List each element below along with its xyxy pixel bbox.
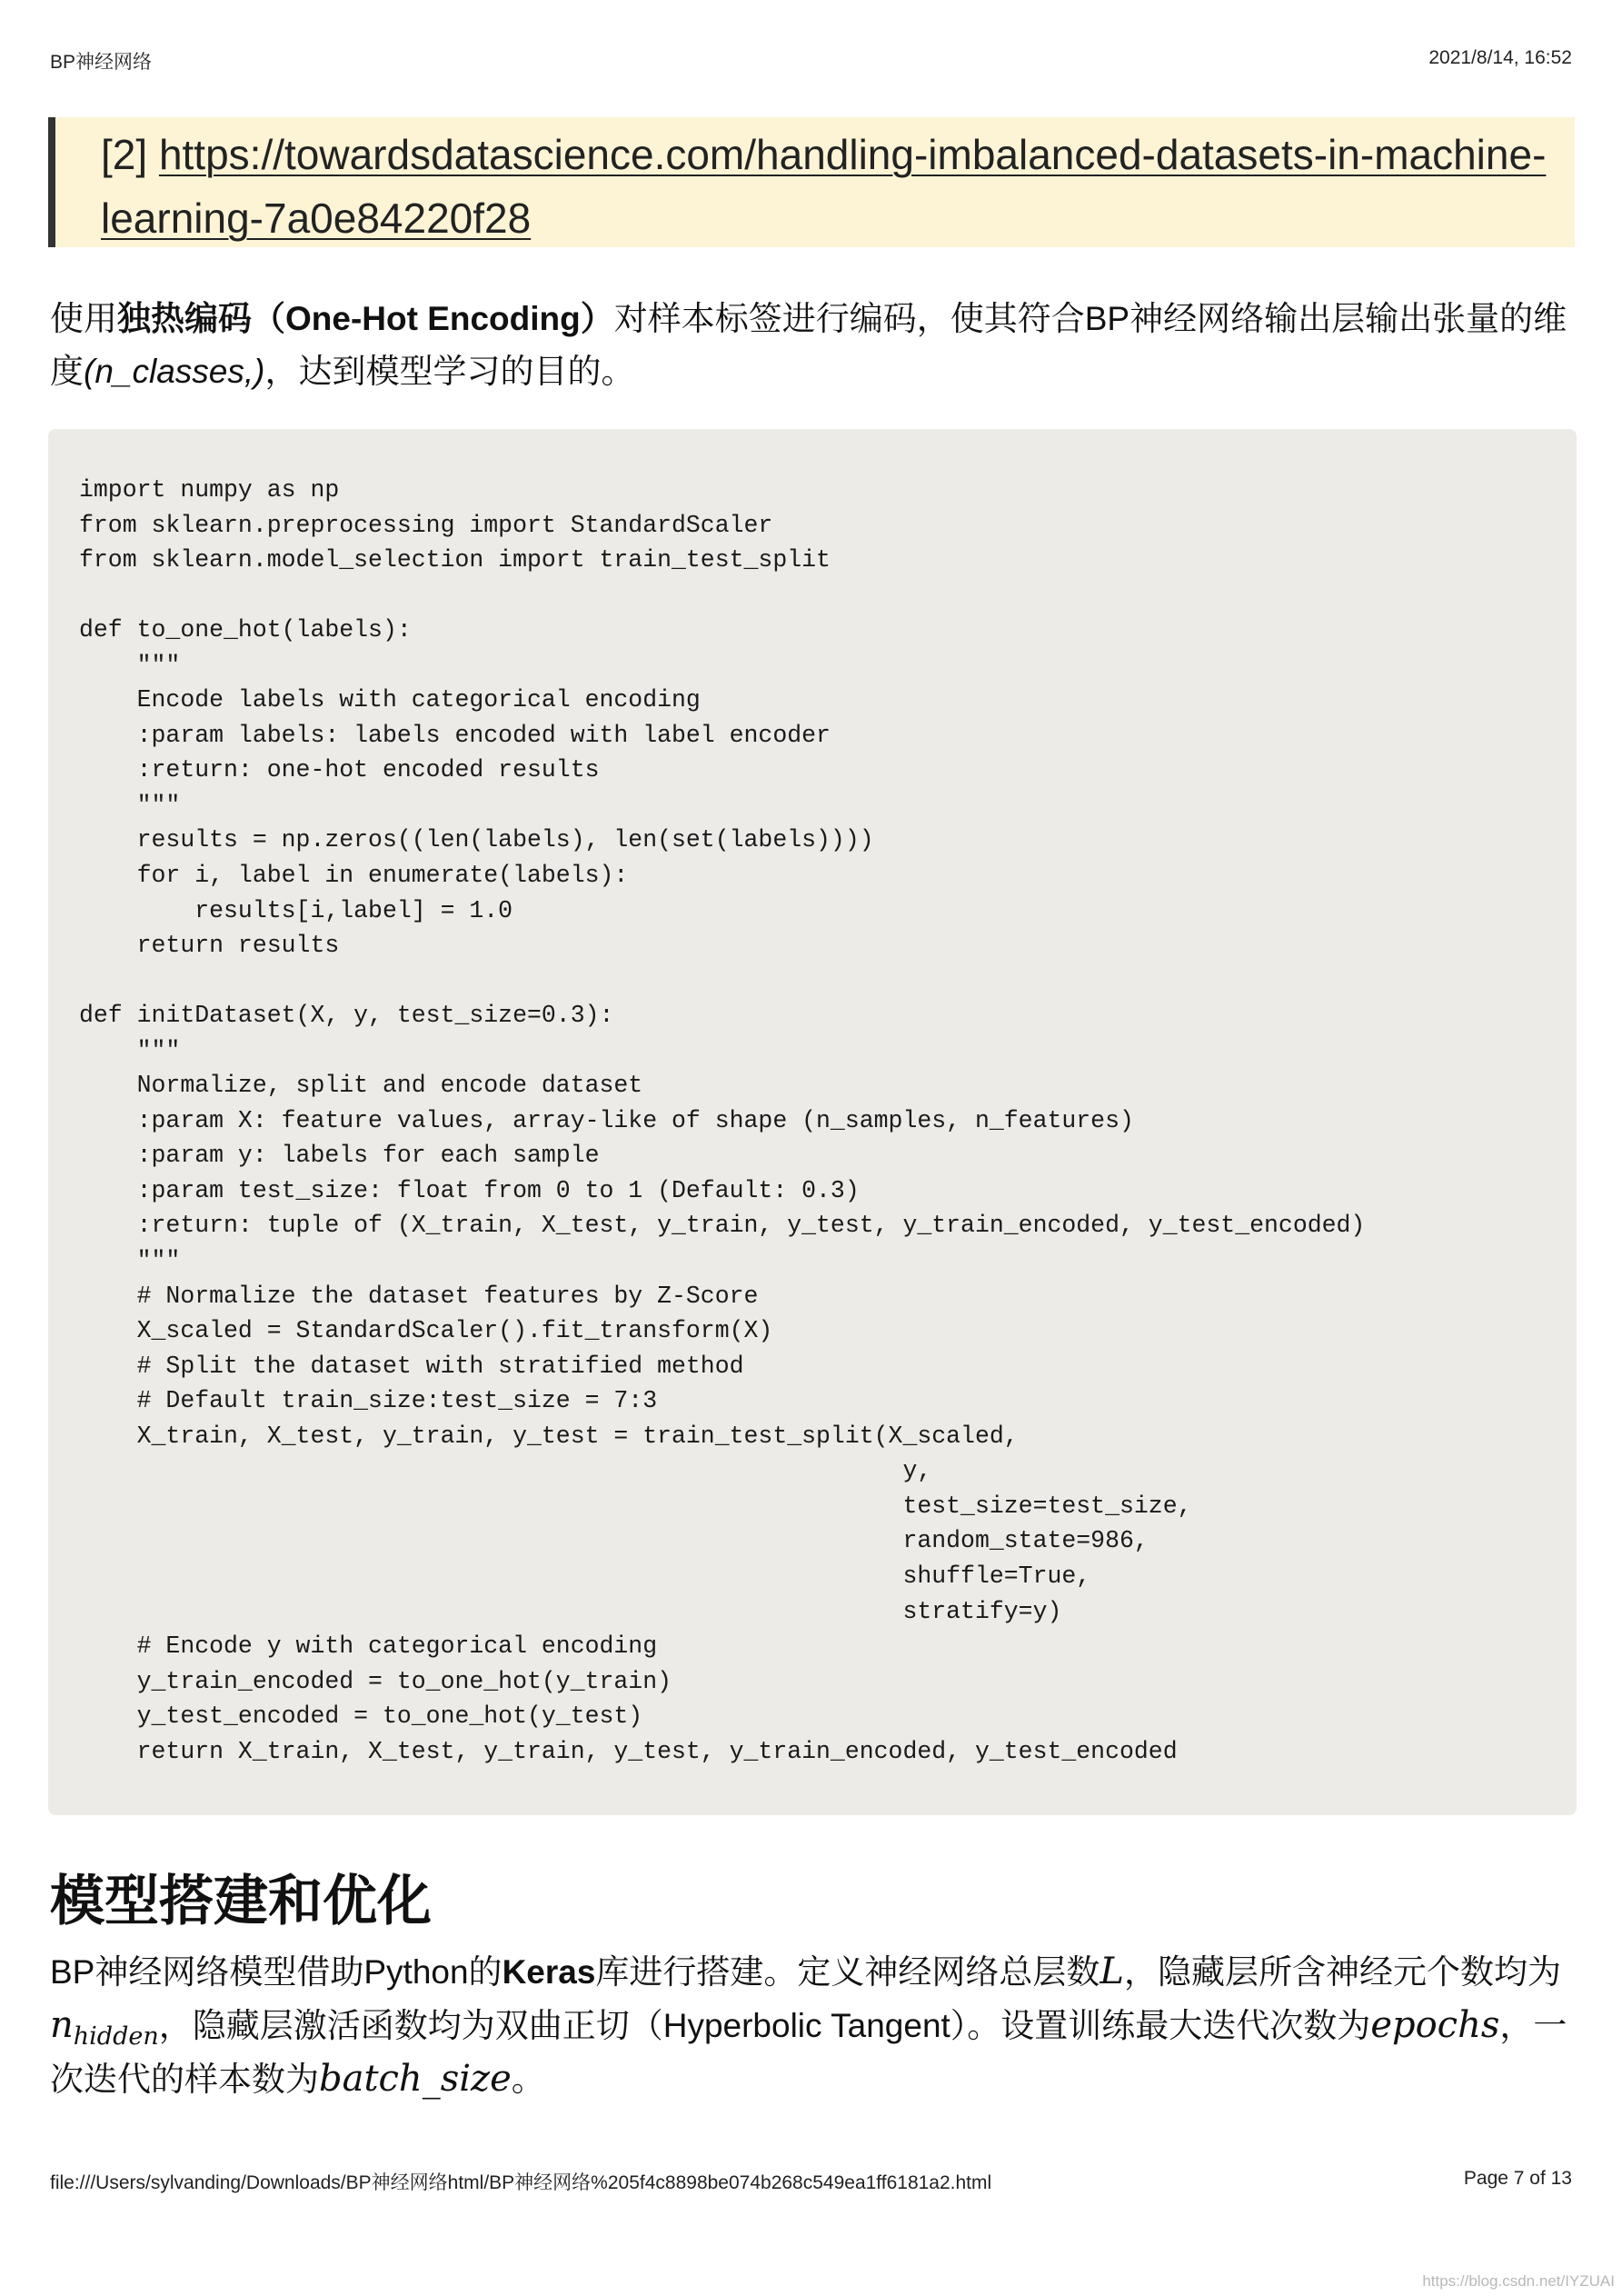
print-footer: [50, 2168, 1572, 2193]
page-number: Page 7 of 13: [1463, 2168, 1572, 2189]
intro-italic-shape: (n_classes,): [84, 353, 265, 390]
reference-number: [2]: [101, 131, 159, 178]
watermark: https://blog.csdn.net/IYZUAI: [1422, 2272, 1615, 2290]
keras-term: Keras: [502, 1953, 596, 1991]
reference-quote: [48, 117, 1575, 247]
section-heading: 模型搭建和优化: [50, 1871, 432, 1932]
section-text-1: BP神经网络模型借助Python的: [50, 1953, 503, 1991]
section-text-4: ，隐藏层激活函数均为双曲正切（Hyperbolic Tangent）。设置训练最大迭代次数为: [158, 2007, 1371, 2044]
file-path: file:///Users/sylvanding/Downloads/BP神经网络html/BP神经网络%205f4c8898be074b268c549ea1ff6181a2.html: [50, 2172, 992, 2193]
intro-text-2: 对样本标签进行编码，使其符合BP神经网络输出层输出张量的维度: [50, 300, 1567, 390]
document-title: BP神经网络: [50, 52, 153, 73]
reference-link[interactable]: https://towardsdatascience.com/handling-imbalanced-datasets-in-machine-learning-7a0e84220f28: [101, 131, 1547, 242]
code-content: import numpy as np from sklearn.preprocessing import StandardScaler from sklearn.model_selection import train_test_split def to_one_hot(labels): """ Encode labels with categorical encoding :param labels: labels encoded with label encoder :return: one-hot encoded results """ results = np.zeros((len(labels), len(set(labels)))) for i, label in enumerate(labels): results[i,label] = 1.0 return results def initDataset(X, y, test_size=0.3): """ Normalize, split and encode dataset :param X: feature values, array-like of shape (n_samples, n_features) :param y: labels for each sample :param test_size: float from 0 to 1 (Default: 0.3) :return: tuple of (X_train, X_test, y_train, y_test, y_train_encoded, y_test_encoded) """ # Normalize the dataset features by Z-Score X_scaled = StandardScaler().fit_transform(X) # Split the dataset with stratified method # Default train_size:test_size = 7:3 X_train, X_test, y_train, y_test = train_test_split(X_scaled, y, test_size=test_size, random_state=986, shuffle=True, stratify=y) # Encode y with categorical encoding y_train_encoded = to_one_hot(y_train) y_test_encoded = to_one_hot(y_test) return X_train, X_test, y_train, y_test, y_train_encoded, y_test_encoded: [79, 476, 1366, 1765]
math-epochs: epochs: [1370, 2004, 1500, 2046]
print-datetime: 2021/8/14, 16:52: [1428, 47, 1572, 68]
math-batch-size: batch_size: [319, 2058, 512, 2100]
intro-text-3: ，达到模型学习的目的。: [264, 353, 635, 390]
intro-paragraph: [50, 293, 1577, 398]
math-hidden-neurons: [50, 2004, 159, 2051]
math-n-subscript: hidden: [73, 2022, 159, 2051]
section-text-3: ，隐藏层所含神经元个数均为: [1123, 1953, 1561, 1991]
section-text-2: 库进行搭建。定义神经网络总层数: [595, 1953, 1100, 1991]
math-n: n: [50, 2004, 74, 2046]
math-layers: L: [1100, 1951, 1124, 1992]
section-paragraph: [50, 1945, 1581, 2106]
section-text-5: ，一次迭代的样本数为: [50, 2007, 1567, 2098]
intro-text-1: 使用: [50, 300, 117, 337]
section-text-6: 。: [511, 2061, 545, 2098]
code-block: [48, 429, 1577, 1815]
intro-bold-term: 独热编码（One-Hot Encoding）: [117, 300, 614, 337]
print-header: [50, 47, 1572, 73]
